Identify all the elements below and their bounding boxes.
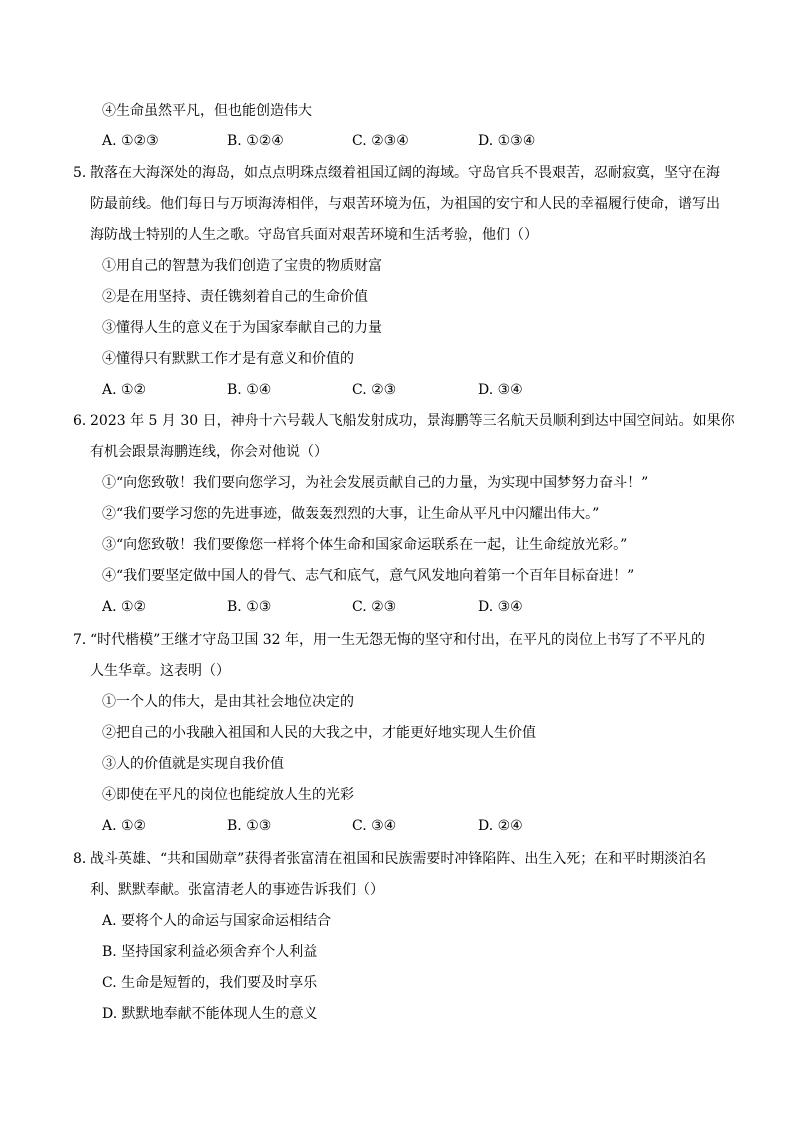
- q5-statement-1: ①用自己的智慧为我们创造了宝贵的物质财富: [102, 258, 382, 274]
- q4-statement-4: ④生命虽然平凡，但也能创造伟大: [102, 103, 312, 119]
- q5-stem-line-1: [73, 163, 720, 183]
- q6-option-d: D. ③④: [478, 599, 523, 615]
- q5-statement-2: ②是在用坚持、责任镌刻着自己的生命价值: [102, 289, 368, 305]
- q6-statement-3: ③“向您致敬！我们要像您一样将个体生命和国家命运联系在一起，让生命绽放光彩。”: [102, 537, 628, 553]
- q6-number: 6．: [73, 413, 96, 429]
- q8-stem-line-2: 利、默默奉献。张富清老人的事迹告诉我们（）: [90, 882, 384, 898]
- q5-statement-3: ③懂得人生的意义在于为国家奉献自己的力量: [102, 320, 382, 336]
- q6-stem-text-1: 2023 年 5 月 30 日，神舟十六号载人飞船发射成功，景海鹏等三名航天员顺利到达中国空间站。如果你: [90, 413, 735, 429]
- q5-stem-text-1: 散落在大海深处的海岛，如点点明珠点缀着祖国辽阔的海域。守岛官兵不畏艰苦，忍耐寂寞，坚守在海: [90, 165, 720, 181]
- q6-option-b: B. ①③: [227, 599, 272, 615]
- q4-option-c: C. ②③④: [352, 133, 409, 149]
- q5-stem-line-3: 海防战士特别的人生之歌。守岛官兵面对艰苦环境和生活考验，他们（）: [90, 227, 538, 243]
- q6-option-a: A. ①②: [102, 599, 147, 615]
- q8-number: 8．: [73, 851, 96, 867]
- q5-statement-4: ④懂得只有默默工作才是有意义和价值的: [102, 351, 354, 367]
- q4-option-b: B. ①②④: [227, 133, 284, 149]
- q6-statement-1: ①“向您致敬！我们要向您学习，为社会发展贡献自己的力量，为实现中国梦努力奋斗！”: [102, 475, 649, 491]
- q7-statement-4: ④即使在平凡的岗位也能绽放人生的光彩: [102, 787, 354, 803]
- q7-statement-3: ③人的价值就是实现自我价值: [102, 756, 284, 772]
- q7-statement-1: ①一个人的伟大，是由其社会地位决定的: [102, 694, 354, 710]
- q8-stem-line-1: [73, 849, 706, 869]
- q7-option-d: D. ②④: [478, 818, 523, 834]
- q5-option-d: D. ③④: [478, 382, 523, 398]
- q6-statement-2: ②“我们要学习您的先进事迹，做轰轰烈烈的大事，让生命从平凡中闪耀出伟大。”: [102, 506, 600, 522]
- q5-option-b: B. ①④: [227, 382, 272, 398]
- q6-option-c: C. ②③: [352, 599, 397, 615]
- q7-number: 7．: [73, 632, 96, 648]
- q6-stem-line-2: 有机会跟景海鹏连线，你会对他说（）: [90, 444, 328, 460]
- q5-stem-line-2: 防最前线。他们每日与万顷海涛相伴，与艰苦环境为伍，为祖国的安宁和人民的幸福履行使命，谱写出: [90, 196, 720, 212]
- q7-option-c: C. ③④: [352, 818, 397, 834]
- q5-number: 5．: [73, 165, 96, 181]
- q8-option-b: B. 坚持国家利益必须舍弃个人利益: [102, 944, 318, 960]
- q7-option-b: B. ①③: [227, 818, 272, 834]
- q5-option-a: A. ①②: [102, 382, 147, 398]
- q5-option-c: C. ②③: [352, 382, 397, 398]
- q8-stem-text-1: 战斗英雄、“共和国勋章”获得者张富清在祖国和民族需要时冲锋陷阵、出生入死；在和平时期淡泊名: [90, 851, 707, 867]
- q7-statement-2: ②把自己的小我融入祖国和人民的大我之中，才能更好地实现人生价值: [102, 725, 536, 741]
- q4-option-d: D. ①③④: [478, 133, 536, 149]
- q6-statement-4: ④“我们要坚定做中国人的骨气、志气和底气，意气风发地向着第一个百年目标奋进！”: [102, 568, 635, 584]
- q7-option-a: A. ①②: [102, 818, 147, 834]
- q8-option-d: D. 默默地奉献不能体现人生的意义: [102, 1006, 318, 1022]
- q7-stem-text-1: “时代楷模”王继才守岛卫国 32 年，用一生无怨无悔的坚守和付出，在平凡的岗位上书写了不平凡的: [90, 632, 706, 648]
- q7-stem-line-2: 人生华章。这表明（）: [90, 663, 230, 679]
- q6-stem-line-1: [73, 411, 735, 431]
- q8-option-a: A. 要将个人的命运与国家命运相结合: [102, 913, 332, 929]
- q8-option-c: C. 生命是短暂的，我们要及时享乐: [102, 975, 318, 991]
- q7-stem-line-1: [73, 630, 705, 650]
- q4-option-a: A. ①②③: [102, 133, 159, 149]
